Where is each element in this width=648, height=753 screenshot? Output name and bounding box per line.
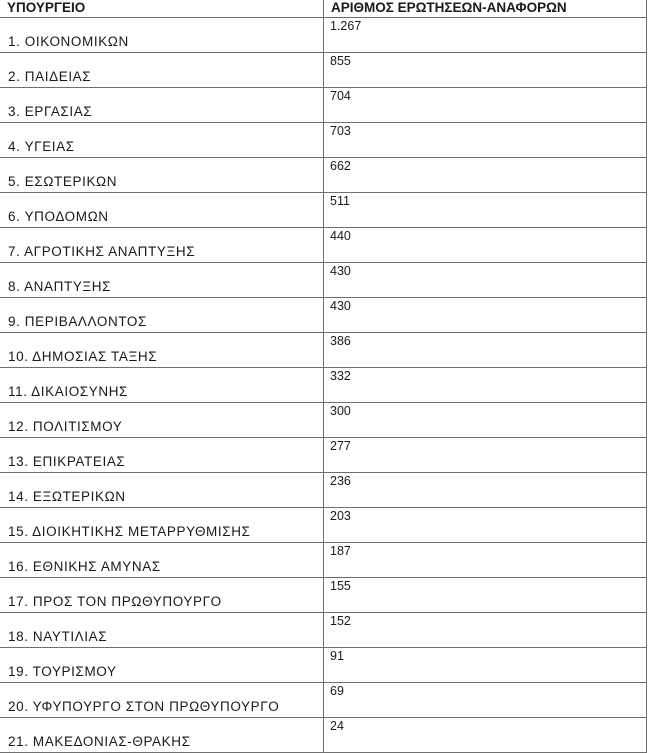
ministry-name: 2. ΠΑΙΔΕΙΑΣ xyxy=(0,53,324,88)
ministry-name: 3. ΕΡΓΑΣΙΑΣ xyxy=(0,88,324,123)
question-count: 187 xyxy=(324,543,647,578)
table-row xyxy=(0,123,647,158)
table-row xyxy=(0,508,647,543)
table-row xyxy=(0,578,647,613)
count-column-header: ΑΡΙΘΜΟΣ ΕΡΩΤΗΣΕΩΝ-ΑΝΑΦΟΡΩΝ xyxy=(324,0,647,18)
ministry-name: 15. ΔΙΟΙΚΗΤΙΚΗΣ ΜΕΤΑΡΡΥΘΜΙΣΗΣ xyxy=(0,508,324,543)
question-count: 662 xyxy=(324,158,647,193)
ministry-column-header: ΥΠΟΥΡΓΕΙΟ xyxy=(0,0,324,18)
question-count: 386 xyxy=(324,333,647,368)
table-row xyxy=(0,473,647,508)
question-count: 430 xyxy=(324,263,647,298)
table-row xyxy=(0,403,647,438)
ministry-name: 17. ΠΡΟΣ ΤΟΝ ΠΡΩΘΥΠΟΥΡΓΟ xyxy=(0,578,324,613)
table-row xyxy=(0,193,647,228)
ministry-name: 4. ΥΓΕΙΑΣ xyxy=(0,123,324,158)
question-count: 704 xyxy=(324,88,647,123)
table-row xyxy=(0,438,647,473)
question-count: 430 xyxy=(324,298,647,333)
question-count: 155 xyxy=(324,578,647,613)
table-row xyxy=(0,18,647,53)
table-row xyxy=(0,648,647,683)
question-count: 236 xyxy=(324,473,647,508)
ministry-name: 20. ΥΦΥΠΟΥΡΓΟ ΣΤΟΝ ΠΡΩΘΥΠΟΥΡΓΟ xyxy=(0,683,324,718)
ministry-name: 18. ΝΑΥΤΙΛΙΑΣ xyxy=(0,613,324,648)
ministry-name: 19. ΤΟΥΡΙΣΜΟΥ xyxy=(0,648,324,683)
ministry-name: 7. ΑΓΡΟΤΙΚΗΣ ΑΝΑΠΤΥΞΗΣ xyxy=(0,228,324,263)
table-row xyxy=(0,228,647,263)
question-count: 69 xyxy=(324,683,647,718)
table-row xyxy=(0,158,647,193)
table-row xyxy=(0,683,647,718)
question-count: 203 xyxy=(324,508,647,543)
question-count: 855 xyxy=(324,53,647,88)
ministry-name: 6. ΥΠΟΔΟΜΩΝ xyxy=(0,193,324,228)
table-row xyxy=(0,88,647,123)
table-header xyxy=(0,0,647,18)
question-count: 511 xyxy=(324,193,647,228)
table-row xyxy=(0,543,647,578)
question-count: 332 xyxy=(324,368,647,403)
table-row xyxy=(0,333,647,368)
ministry-name: 8. ΑΝΑΠΤΥΞΗΣ xyxy=(0,263,324,298)
table-body xyxy=(0,18,647,753)
question-count: 24 xyxy=(324,718,647,753)
ministry-name: 12. ΠΟΛΙΤΙΣΜΟΥ xyxy=(0,403,324,438)
question-count: 703 xyxy=(324,123,647,158)
table-row xyxy=(0,298,647,333)
ministry-name: 11. ΔΙΚΑΙΟΣΥΝΗΣ xyxy=(0,368,324,403)
header-row xyxy=(0,0,647,18)
question-count: 277 xyxy=(324,438,647,473)
ministry-name: 10. ΔΗΜΟΣΙΑΣ ΤΑΞΗΣ xyxy=(0,333,324,368)
question-count: 1.267 xyxy=(324,18,647,53)
table-row xyxy=(0,53,647,88)
question-count: 91 xyxy=(324,648,647,683)
table-row xyxy=(0,718,647,753)
table-row xyxy=(0,613,647,648)
ministry-name: 21. ΜΑΚΕΔΟΝΙΑΣ-ΘΡΑΚΗΣ xyxy=(0,718,324,753)
question-count: 300 xyxy=(324,403,647,438)
table-row xyxy=(0,368,647,403)
ministry-name: 13. ΕΠΙΚΡΑΤΕΙΑΣ xyxy=(0,438,324,473)
ministry-name: 16. ΕΘΝΙΚΗΣ ΑΜΥΝΑΣ xyxy=(0,543,324,578)
question-count: 440 xyxy=(324,228,647,263)
question-count: 152 xyxy=(324,613,647,648)
table-row xyxy=(0,263,647,298)
ministry-name: 5. ΕΣΩΤΕΡΙΚΩΝ xyxy=(0,158,324,193)
ministry-name: 9. ΠΕΡΙΒΑΛΛΟΝΤΟΣ xyxy=(0,298,324,333)
ministry-name: 14. ΕΞΩΤΕΡΙΚΩΝ xyxy=(0,473,324,508)
ministry-name: 1. ΟΙΚΟΝΟΜΙΚΩΝ xyxy=(0,18,324,53)
